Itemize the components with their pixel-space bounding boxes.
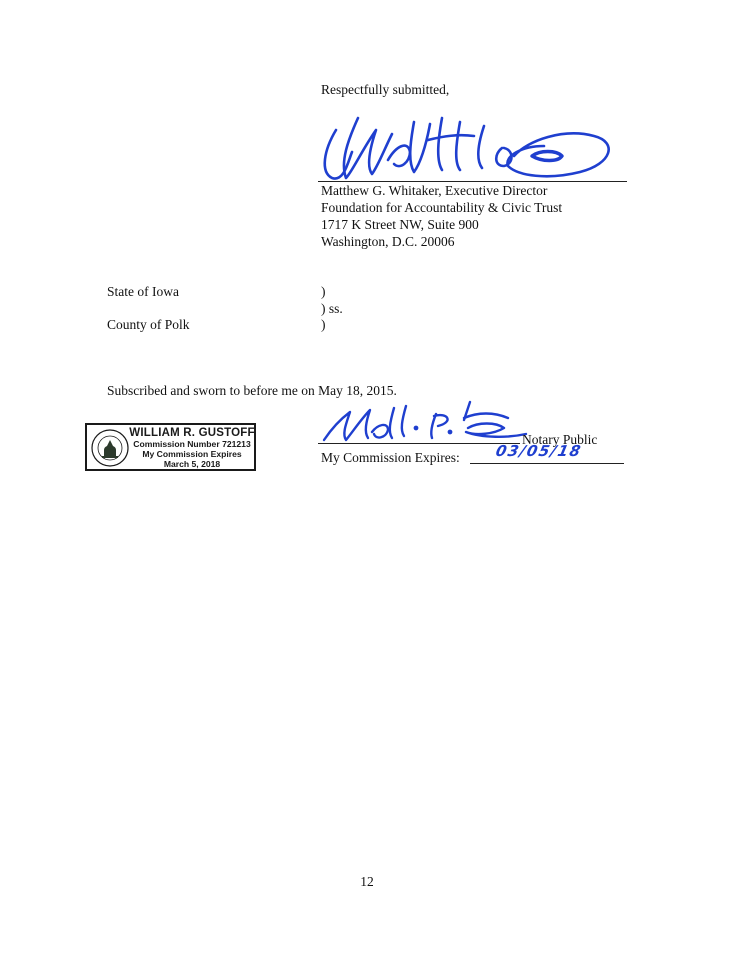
stamp-notary-name: WILLIAM R. GUSTOFF	[129, 427, 255, 439]
stamp-expires-date: March 5, 2018	[163, 459, 221, 469]
notary-signature-line	[318, 443, 520, 444]
signature	[318, 100, 618, 190]
venue-state: State of Iowa	[107, 284, 179, 299]
venue-paren-ss: ) ss.	[321, 301, 343, 316]
stamp-expires-label: My Commission Expires	[142, 449, 242, 459]
venue-county: County of Polk	[107, 317, 190, 332]
notary-expires-handwritten: 03/05/18	[494, 442, 584, 460]
stamp-commission-number: Commission Number 721213	[133, 439, 251, 449]
notary-signature	[318, 398, 538, 446]
signatory-address-line2: Washington, D.C. 20006	[321, 234, 455, 249]
notary-expires-line	[470, 463, 624, 464]
notary-title: Notary Public	[522, 432, 598, 447]
notary-seal-icon	[90, 428, 130, 468]
notary-expires-label: My Commission Expires:	[321, 450, 460, 465]
closing-text: Respectfully submitted,	[321, 82, 450, 97]
venue-paren-bottom: )	[321, 317, 326, 332]
venue-paren-top: )	[321, 284, 326, 299]
signatory-name-title: Matthew G. Whitaker, Executive Director	[321, 183, 548, 198]
signatory-organization: Foundation for Accountability & Civic Trust	[321, 200, 563, 215]
signatory-address-line1: 1717 K Street NW, Suite 900	[321, 217, 479, 232]
page-number: 12	[360, 874, 374, 889]
notary-stamp	[85, 423, 256, 471]
jurat-text: Subscribed and sworn to before me on May 18, 2015.	[107, 383, 397, 398]
